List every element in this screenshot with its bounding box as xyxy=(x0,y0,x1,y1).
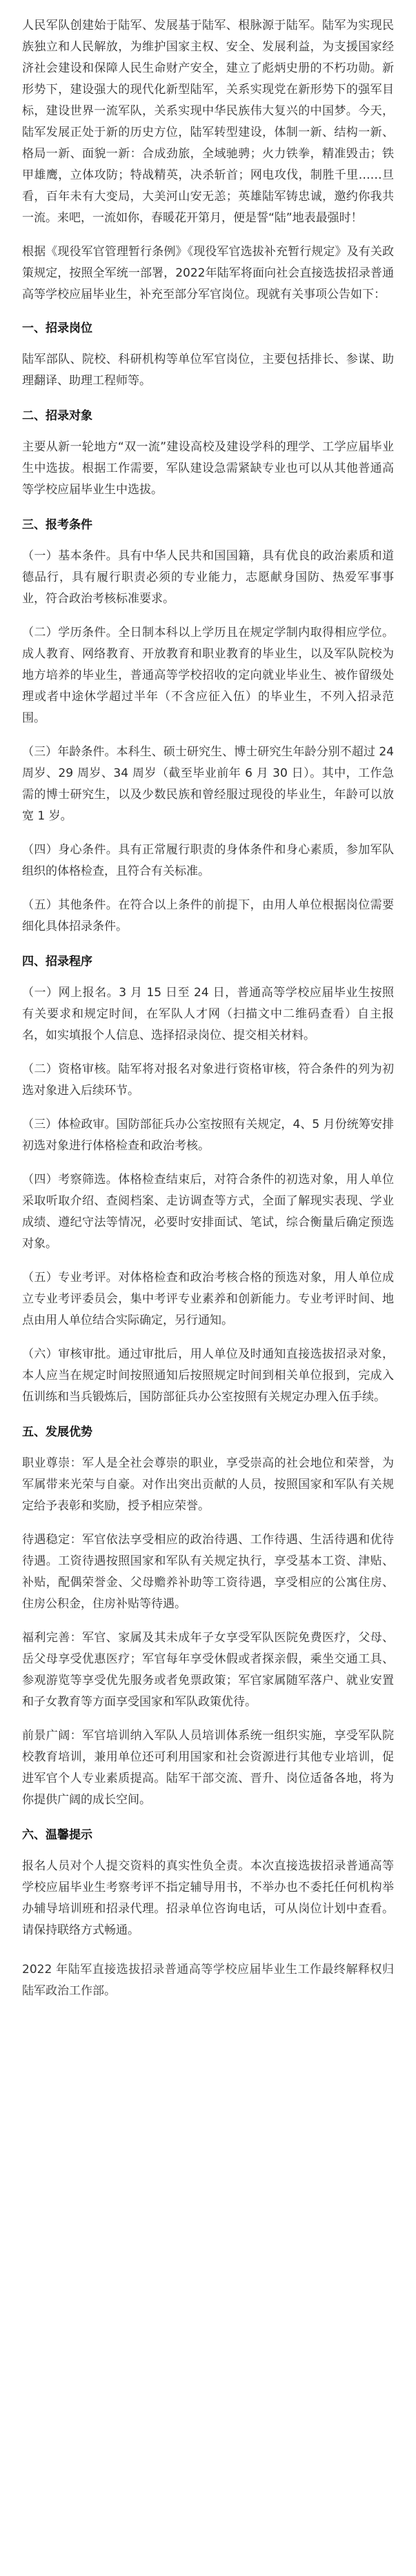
condition-age: （三）年龄条件。本科生、硕士研究生、博士研究生年龄分别不超过 24 周岁、29 周岁、34 周岁（截至毕业前年 6 月 30 日）。其中，工作急需的博士研究生，以及少数民族和曾经服过现役的毕业生，年龄可以放宽 1 岁。 xyxy=(22,745,394,823)
procedure-approval: （六）审核审批。通过审批后，用人单位及时通知直接选拔招录对象，本人应当在规定时间按照通知后按照规定时间到相关单位报到，完成入伍训练和当兵锻炼后，国防部征兵办公室按照有关规定办理入伍手续。 xyxy=(22,1347,394,1404)
basis-paragraph: 根据《现役军官管理暂行条例》《现役军官选拔补充暂行规定》及有关政策规定，按照全军统一部署，2022年陆军将面向社会直接选拔招录普通高等学校应届毕业生，补充至部分军官岗位。现就有关事项公告如下： xyxy=(22,245,394,301)
advantage-honor: 职业尊崇：军人是全社会尊崇的职业，享受崇高的社会地位和荣誉，为军属带来光荣与自豪。对作出突出贡献的人员，按照国家和军队有关规定给予表彰和奖励，授予相应荣誉。 xyxy=(22,1456,394,1513)
condition-other: （五）其他条件。在符合以上条件的前提下，由用人单位根据岗位需要细化具体招录条件。 xyxy=(22,898,394,933)
section-heading-positions: 一、招录岗位 xyxy=(22,321,92,335)
targets-paragraph: 主要从新一轮地方“双一流”建设高校及建设学科的理学、工学应届毕业生中选拔。根据工作需要，军队建设急需紧缺专业也可以从其他普通高等学校应届毕业生中选拔。 xyxy=(22,440,394,497)
advantage-prospects: 前景广阔：军官培训纳入军队人员培训体系统一组织实施，享受军队院校教育培训，兼用单位还可利用国家和社会资源进行其他专业培训，促进军官个人专业素质提高。陆军干部交流、晋升、岗位适备各地，将为你提供广阔的成长空间。 xyxy=(22,1729,394,1807)
section-heading-advantages: 五、发展优势 xyxy=(22,1425,92,1439)
advantage-pay: 待遇稳定：军官依法享受相应的政治待遇、工作待遇、生活待遇和优待待遇。工资待遇按照国家和军队有关规定执行，享受基本工资、津贴、补贴，配偶荣誉金、父母赡养补助等工资待遇，享受相应的公寓住房、住房公积金，住房补贴等待遇。 xyxy=(22,1533,394,1611)
procedure-screening: （四）考察筛选。体格检查结束后，对符合条件的初选对象，用人单位采取听取介绍、查阅档案、走访调查等方式，全面了解现实表现、学业成绩、遵纪守法等情况，必要时安排面试、笔试，综合衡量后确定预选对象。 xyxy=(22,1173,394,1251)
procedure-qualification: （二）资格审核。陆军将对报名对象进行资格审核，符合条件的列为初选对象进入后续环节。 xyxy=(22,1062,394,1098)
advantage-welfare: 福利完善：军官、家属及其未成年子女享受军队医院免费医疗，父母、岳父母享受优惠医疗；军官每年享受休假或者探亲假，乘坐交通工具、参观游览等享受优先服务或者免票政策；军官家属随军落户、就业安置和子女教育等方面享受国家和军队政策优待。 xyxy=(22,1631,394,1709)
tips-paragraph: 报名人员对个人提交资料的真实性负全责。本次直接选拔招录普通高等学校应届毕业生考察考评不指定辅导用书，不举办也不委托任何机构举办辅导培训班和招录代理。招录单位咨询电话，可从岗位计划中查看。请保持联络方式畅通。 xyxy=(22,1859,394,1937)
procedure-evaluation: （五）专业考评。对体格检查和政治考核合格的预选对象，用人单位成立专业考评委员会，集中考评专业素养和创新能力。专业考评时间、地点由用人单位结合实际确定，另行通知。 xyxy=(22,1271,394,1327)
section-heading-targets: 二、招录对象 xyxy=(22,409,92,423)
section-heading-conditions: 三、报考条件 xyxy=(22,518,92,532)
condition-basic: （一）基本条件。具有中华人民共和国国籍，具有优良的政治素质和道德品行，具有履行职责必须的专业能力，志愿献身国防、热爱军事事业，符合政治考核标准要求。 xyxy=(22,549,394,606)
condition-education: （二）学历条件。全日制本科以上学历且在规定学制内取得相应学位。成人教育、网络教育、开放教育和职业教育的毕业生，以及军队院校为地方培养的毕业生，普通高等学校招收的定向就业毕业生、被作留级处理或者中途休学超过半年（不含应征入伍）的毕业生，不列入招录范围。 xyxy=(22,626,394,725)
section-heading-tips: 六、温馨提示 xyxy=(22,1828,92,1842)
intro-paragraph: 人民军队创建始于陆军、发展基于陆军、根脉源于陆军。陆军为实现民族独立和人民解放，为维护国家主权、安全、发展利益，为支援国家经济社会建设和保障人民生命财产安全，建立了彪炳史册的不朽功勋。新形势下，建设强大的现代化新型陆军，关系实现党在新形势下的强军目标，建设世界一流军队，关系实现中华民族伟大复兴的中国梦。今天，陆军发展正处于新的历史方位，陆军转型建设，体制一新、结构一新、格局一新、面貌一新：合成劲旅，全域驰骋；火力铁拳，精准毁击；铁甲雄鹰，立体攻防；特战精英，决杀斩首；网电攻伐，制胜千里……旦看，百年未有大变局，大美河山安无恙；英雄陆军铸忠诚，邀约你我共一流。来吧，一流如你，春暖花开第月，便是誓“陆”地表最强时！ xyxy=(22,19,394,225)
section-heading-procedure: 四、招录程序 xyxy=(22,955,92,969)
procedure-registration: （一）网上报名。3 月 15 日至 24 日，普通高等学校应届毕业生按照有关要求和规定时间，在军队人才网（扫描文中二维码查看）自主报名，如实填报个人信息、选择招录岗位、提交相关材料。 xyxy=(22,986,394,1042)
procedure-medical: （三）体检政审。国防部征兵办公室按照有关规定，4、5 月份统筹安排初选对象进行体格检查和政治考核。 xyxy=(22,1118,394,1153)
footer-statement: 2022 年陆军直接选拔招录普通高等学校应届毕业生工作最终解释权归陆军政治工作部。 xyxy=(22,1963,394,1998)
condition-health: （四）身心条件。具有正常履行职责的身体条件和身心素质，参加军队组织的体格检查，且符合有关标准。 xyxy=(22,843,394,878)
positions-paragraph: 陆军部队、院校、科研机构等单位军官岗位，主要包括排长、参谋、助理翻译、助理工程师等。 xyxy=(22,353,394,388)
